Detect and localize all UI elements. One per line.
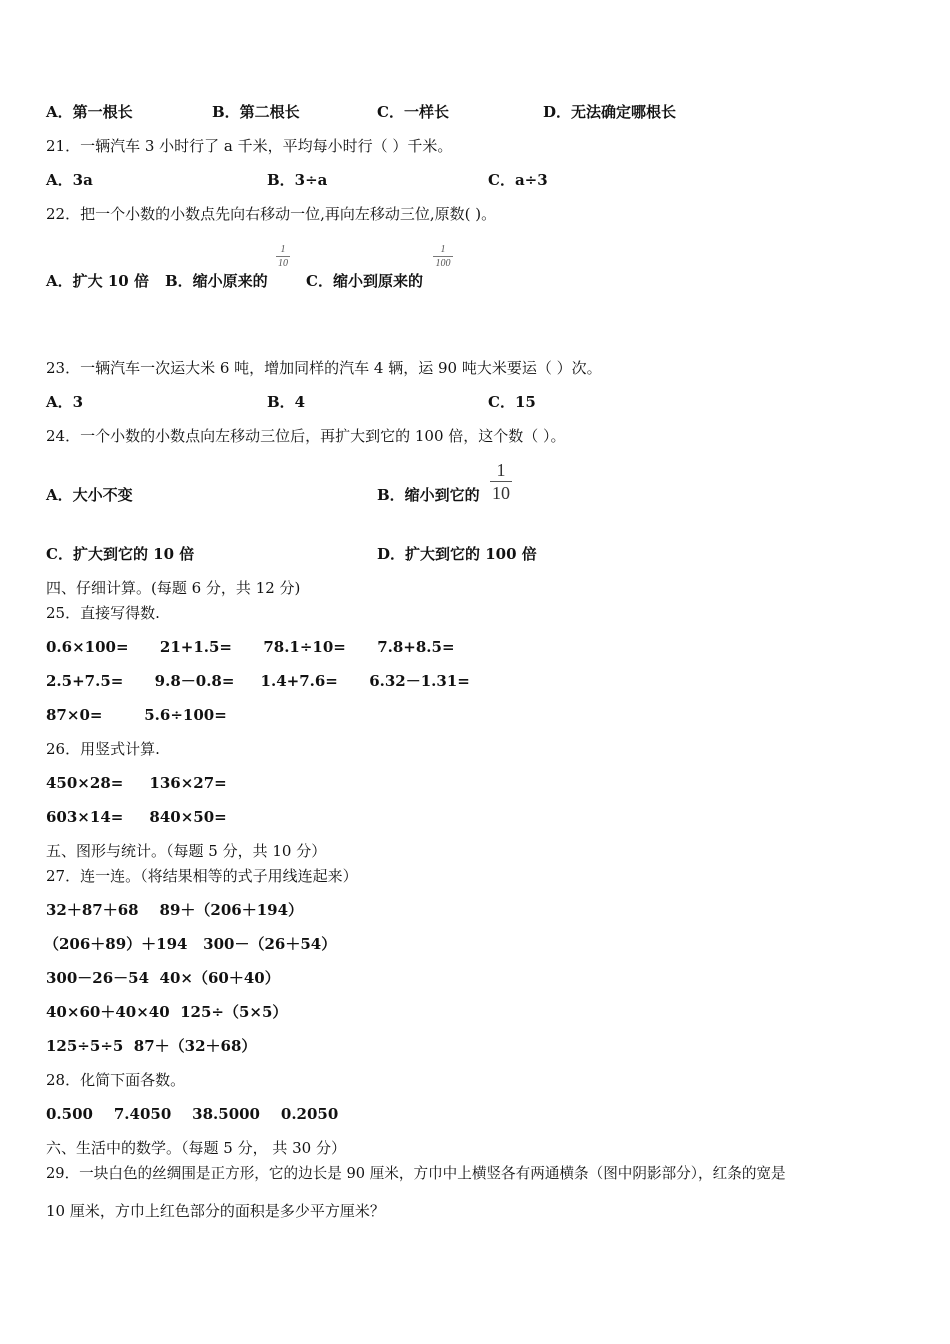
q22-option-b: B．缩小原来的 [165,272,268,290]
q20-option-c: C．一样长 [377,103,449,121]
q21-option-b: B．3÷a [267,171,328,189]
q24-b-frac-den: 10 [492,483,510,503]
fraction-bar [276,256,290,257]
q22-b-frac-den: 10 [278,258,288,269]
q25-row-1: 0.6×100= 21+1.5= 78.1÷10= 7.8+8.5= [46,638,455,656]
q27-stem: 27．连一连。（将结果相等的式子用线连起来） [46,867,358,885]
q24-option-c: C．扩大到它的 10 倍 [46,545,195,563]
q27-row: （206＋89）＋194 300－（26＋54） [44,935,337,953]
q21-option-c: C．a÷3 [488,171,548,189]
q22-c-frac-den: 100 [435,258,451,269]
section5-title: 五、图形与统计。（每题 5 分，共 10 分） [46,842,327,860]
q26-stem: 26．用竖式计算. [46,740,160,758]
fraction-bar [433,256,453,257]
q24-b-fraction [490,460,512,503]
q22-c-fraction [433,244,453,269]
q20-option-a: A．第一根长 [46,103,133,121]
q21-stem: 21．一辆汽车 3 小时行了 a 千米，平均每小时行（ ）千米。 [46,137,453,155]
q22-stem: 22．把一个小数的小数点先向右移动一位,再向左移动三位,原数( )。 [46,205,497,223]
section6-title: 六、生活中的数学。（每题 5 分， 共 30 分） [46,1139,346,1157]
q21-option-a: A．3a [46,171,93,189]
q24-stem: 24．一个小数的小数点向左移动三位后，再扩大到它的 100 倍，这个数（ ）。 [46,427,566,445]
q26-row-1: 450×28= 136×27= [46,774,227,792]
q29-line-1: 29．一块白色的丝绸围是正方形，它的边长是 90 厘米，方巾中上横竖各有两通横条（图中阴影部分），红条的宽是 [46,1165,786,1182]
q22-option-a: A．扩大 10 倍 [46,272,149,290]
q22-c-frac-num: 1 [440,244,446,255]
section4-title: 四、仔细计算。(每题 6 分，共 12 分) [46,579,301,597]
q24-option-a: A．大小不变 [46,486,133,504]
q23-option-a: A．3 [46,393,84,411]
fraction-bar [490,481,512,482]
q24-option-d: D．扩大到它的 100 倍 [377,545,537,563]
q22-b-fraction [276,244,290,269]
q27-row: 40×60＋40×40 125÷（5×5） [46,1003,288,1021]
q23-option-b: B．4 [267,393,306,411]
q27-row: 125÷5÷5 87＋（32＋68） [46,1037,257,1055]
q28-stem: 28．化简下面各数。 [46,1071,186,1089]
q27-row: 300－26－54 40×（60＋40） [46,969,280,987]
q23-option-c: C．15 [488,393,536,411]
q22-option-c: C．缩小到原来的 [306,272,423,290]
q24-option-b: B．缩小到它的 [377,486,480,504]
q29-line-2: 10 厘米，方巾上红色部分的面积是多少平方厘米？ [46,1202,385,1220]
q26-row-2: 603×14= 840×50= [46,808,227,826]
q20-option-d: D．无法确定哪根长 [543,103,677,121]
q28-row: 0.500 7.4050 38.5000 0.2050 [46,1105,339,1123]
q22-b-frac-num: 1 [280,244,286,255]
q27-row: 32＋87＋68 89＋（206＋194） [46,901,304,919]
q24-b-frac-num: 1 [496,460,506,480]
q25-row-3: 87×0= 5.6÷100= [46,706,227,724]
q20-option-b: B．第二根长 [212,103,300,121]
q25-stem: 25．直接写得数. [46,604,160,622]
q25-row-2: 2.5+7.5= 9.8－0.8= 1.4+7.6= 6.32－1.31= [46,672,470,690]
q23-stem: 23．一辆汽车一次运大米 6 吨，增加同样的汽车 4 辆，运 90 吨大米要运（ ）次。 [46,359,602,377]
